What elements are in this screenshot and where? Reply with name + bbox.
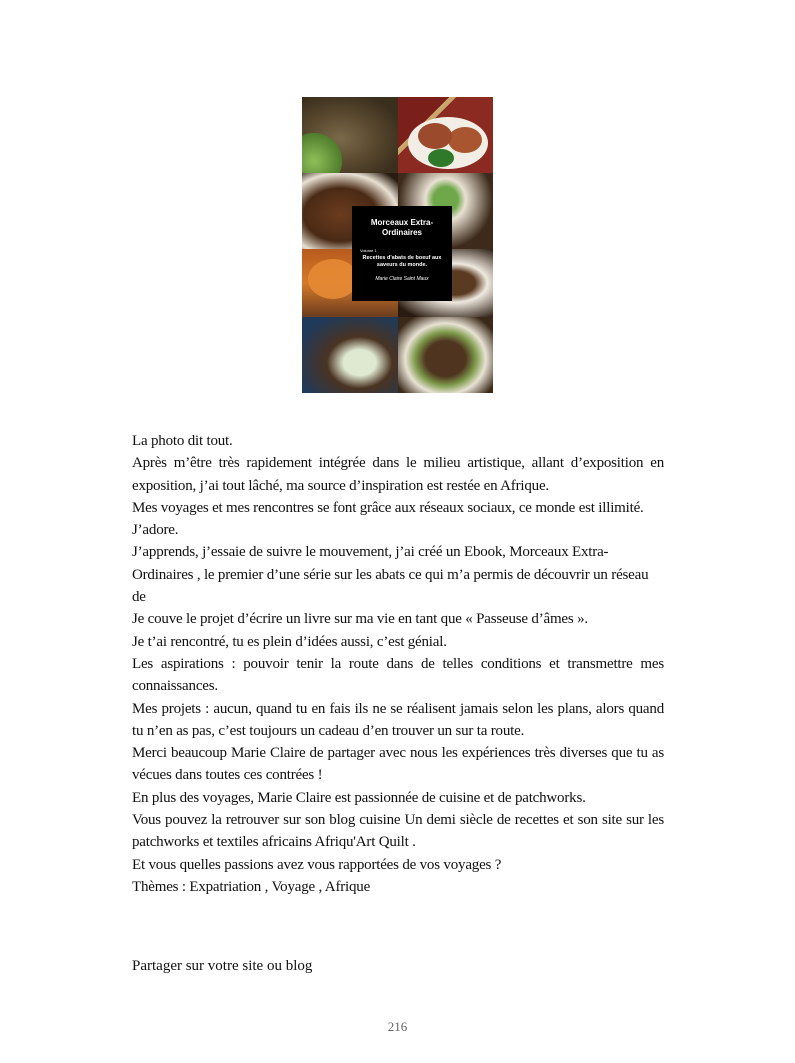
food-photo-tile	[302, 317, 398, 393]
paragraph: Thèmes : Expatriation , Voyage , Afrique	[132, 878, 371, 895]
cover-title-box	[352, 206, 452, 301]
page-number: 216	[387, 1019, 408, 1034]
share-link[interactable]: Partager sur votre site ou blog	[132, 958, 313, 974]
cover-volume: Volume 1	[360, 248, 377, 253]
paragraph: Après m’être très rapidement intégrée dans le milieu artistique, allant d’exposition en exposition, j’ai tout lâché, ma source d’inspiration est restée en Afrique.	[132, 455, 664, 494]
paragraph: Et vous quelles passions avez vous rapportées de vos voyages ?	[132, 856, 502, 873]
paragraph: Vous pouvez la retrouver sur son blog cuisine Un demi siècle de recettes et son site sur les patchworks et textiles africains Afriqu'Art Quilt .	[132, 812, 664, 851]
paragraph: Mes voyages et mes rencontres se font grâce aux réseaux sociaux, ce monde est illimité.	[132, 499, 644, 516]
food-photo-tile	[302, 97, 398, 173]
paragraph: J’adore.	[132, 522, 179, 539]
paragraph: En plus des voyages, Marie Claire est passionnée de cuisine et de patchworks.	[132, 789, 586, 806]
paragraph: Les aspirations : pouvoir tenir la route dans de telles conditions et transmettre mes connaissances.	[132, 655, 664, 695]
paragraph: Merci beaucoup Marie Claire de partager avec nous les expériences très diverses que tu as vécues dans toutes ces contrées !	[132, 745, 664, 784]
paragraph: La photo dit tout.	[132, 433, 233, 449]
body-text	[132, 430, 664, 898]
cover-subtitle: Recettes d'abats de boeuf aux saveurs du monde.	[362, 255, 442, 268]
paragraph: Je t’ai rencontré, tu es plein d’idées aussi, c’est génial.	[132, 633, 447, 650]
food-photo-tile	[398, 317, 493, 393]
paragraph: J’apprends, j’essaie de suivre le mouvement, j’ai créé un Ebook, Morceaux Extra-Ordinaires , le premier d’une série sur les abats ce qui m’a permis de découvrir un réseau de	[132, 544, 649, 606]
food-photo-tile	[398, 97, 493, 173]
paragraph: Je couve le projet d’écrire un livre sur ma vie en tant que « Passeuse d’âmes ».	[132, 611, 588, 628]
cover-title: Morceaux Extra-Ordinaires	[370, 218, 434, 237]
cover-author: Marie Claire Saint Maux	[375, 276, 429, 282]
paragraph: Mes projets : aucun, quand tu en fais ils ne se réalisent jamais selon les plans, alors quand tu n’en as pas, c’est toujours un cadeau d’en trouver un sur ta route.	[132, 700, 664, 739]
